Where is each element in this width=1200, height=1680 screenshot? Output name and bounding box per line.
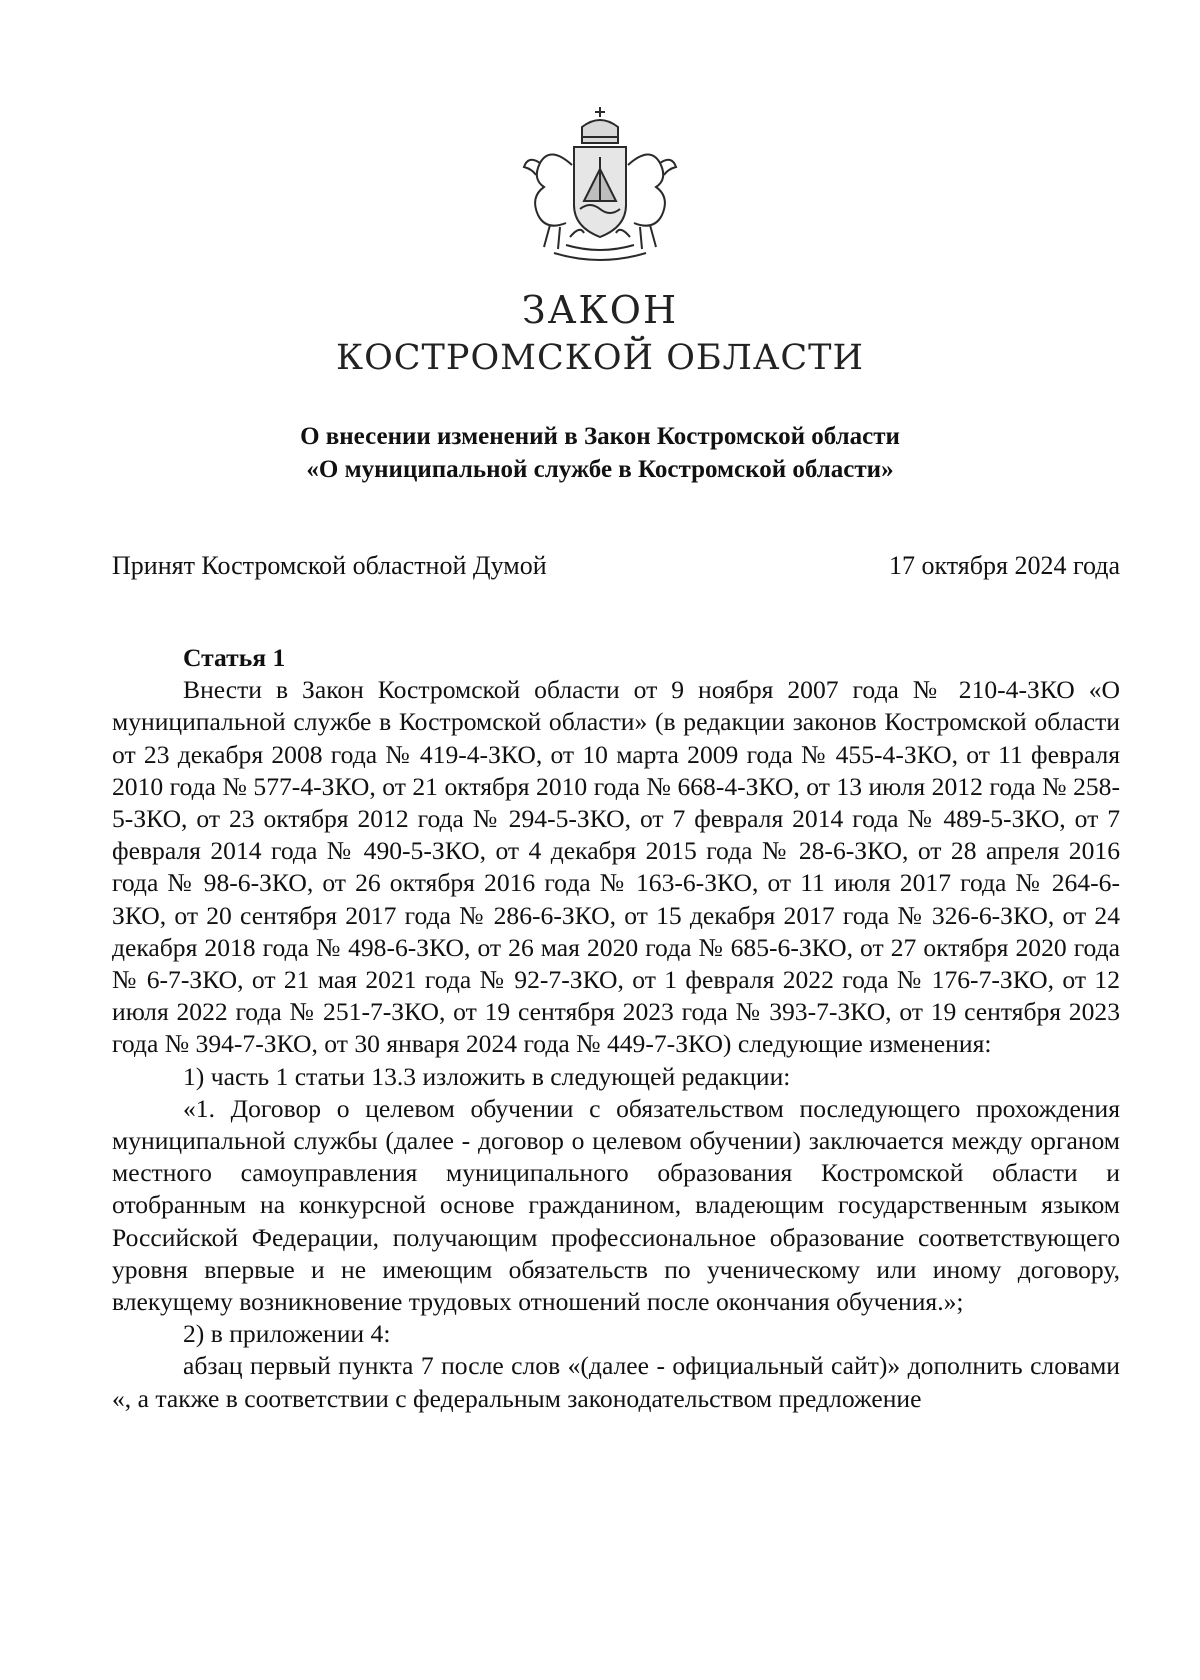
article-paragraph: Внести в Закон Костромской области от 9 ноября 2007 года № 210-4-ЗКО «О муниципальной службе в Костромской области» (в редакции законов Костромской области от 23 декабря 2008 года № 419-4-ЗКО, от 10 марта 2009 года № 455-4-ЗКО, от 11 февраля 2010 года № 577-4-ЗКО, от 21 октября 2010 года № 668-4-ЗКО, от 13 июля 2012 года № 258-5-ЗКО, от 23 октября 2012 года № 294-5-ЗКО, от 7 февраля 2014 года № 489-5-ЗКО, от 7 февраля 2014 года № 490-5-ЗКО, от 4 декабря 2015 года № 28-6-ЗКО, от 28 апреля 2016 года № 98-6-ЗКО, от 26 октября 2016 года № 163-6-ЗКО, от 11 июля 2017 года № 264-6-ЗКО, от 20 сентября 2017 года № 286-6-ЗКО, от 15 декабря 2017 года № 326-6-ЗКО, от 24 декабря 2018 года № 498-6-ЗКО, от 26 мая 2020 года № 685-6-ЗКО, от 27 октября 2020 года № 6-7-ЗКО, от 21 мая 2021 года № 92-7-ЗКО, от 1 февраля 2022 года № 176-7-ЗКО, от 12 июля 2022 года № 251-7-ЗКО, от 19 сентября 2023 года № 393-7-ЗКО, от 19 сентября 2023 года № 394-7-ЗКО, от 30 января 2024 года № 449-7-ЗКО) следующие изменения: <box>112 675 1120 1059</box>
adoption-line <box>112 551 1120 581</box>
subtitle-line-2: «О муниципальной службе в Костромской области» <box>306 456 894 483</box>
law-title: ЗАКОН <box>521 288 679 332</box>
article-paragraph: абзац первый пункта 7 после слов «(далее - официальный сайт)» дополнить словами «, а также в соответствии с федеральным законодательством предложение <box>112 1351 1120 1413</box>
adopted-by: Принят Костромской областной Думой <box>112 551 547 580</box>
article-heading: Статья 1 <box>183 643 286 672</box>
coat-of-arms-icon <box>510 105 690 270</box>
article-paragraph: «1. Договор о целевом обучении с обязательством последующего прохождения муниципальной службы (далее - договор о целевом обучении) заключается между органом местного самоуправления муниципального образования Костромской области и отобранным на конкурсной основе гражданином, владеющим государственным языком Российской Федерации, получающим профессиональное образование соответствующего уровня впервые и не имеющим обязательств по ученическому или иному договору, влекущему возникновение трудовых отношений после окончания обучения.»; <box>112 1093 1120 1317</box>
article-paragraph: 1) часть 1 статьи 13.3 изложить в следующей редакции: <box>183 1061 791 1091</box>
adoption-date: 17 октября 2024 года <box>889 551 1120 580</box>
article-body <box>112 642 1120 1415</box>
law-region: КОСТРОМСКОЙ ОБЛАСТИ <box>336 338 864 378</box>
article-paragraph: 2) в приложении 4: <box>183 1319 391 1349</box>
subtitle-line-1: О внесении изменений в Закон Костромской области <box>300 423 900 450</box>
law-subtitle <box>0 420 1200 486</box>
